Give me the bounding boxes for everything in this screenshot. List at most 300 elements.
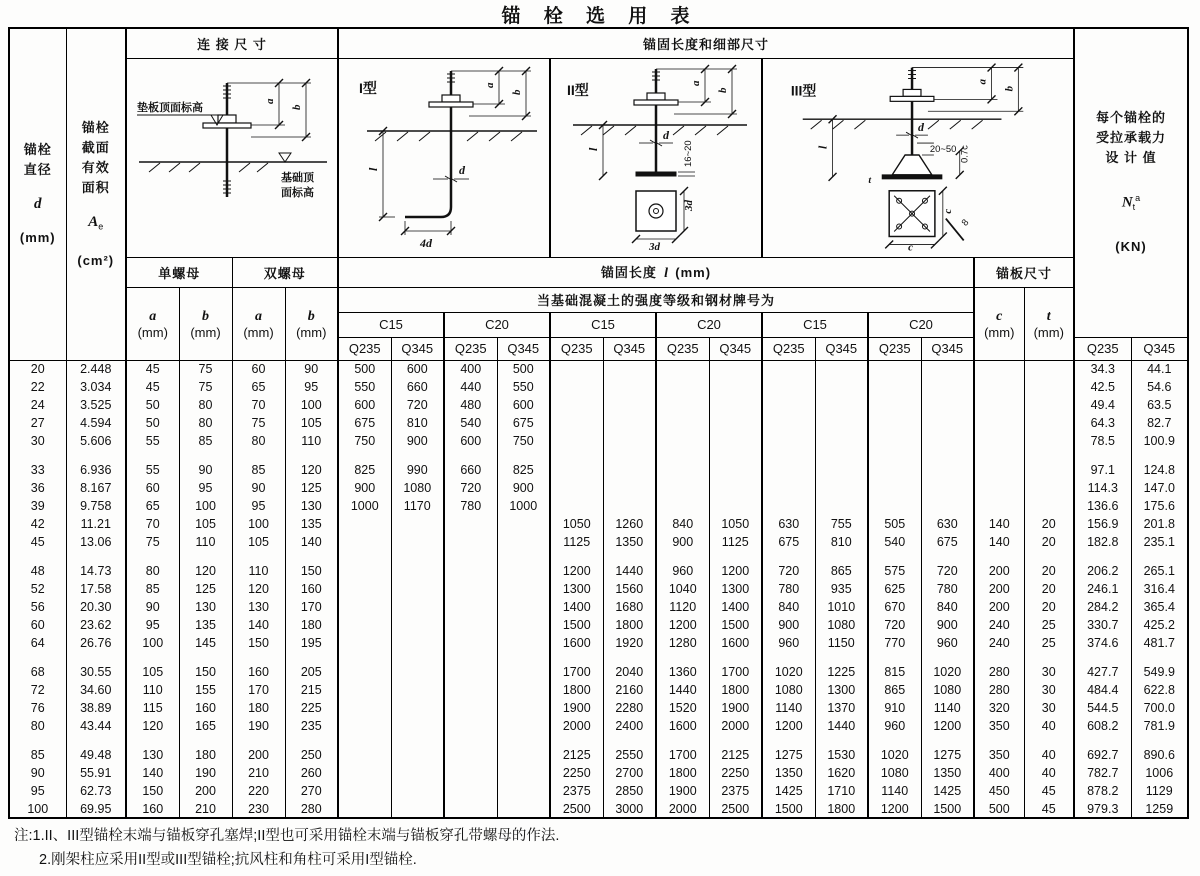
table-cell: 480: [444, 396, 497, 414]
table-cell: 114.3: [1074, 479, 1131, 497]
table-cell: [497, 800, 550, 818]
table-cell: [815, 735, 868, 746]
table-cell: 1600: [709, 634, 762, 652]
table-cell: 75: [232, 414, 285, 432]
table-cell: 780: [762, 580, 815, 598]
table-cell: [656, 652, 709, 663]
table-row: [9, 497, 1188, 515]
table-cell: [338, 746, 391, 764]
table-cell: [497, 551, 550, 562]
dim-a-label: a: [484, 82, 496, 88]
table-cell: 1225: [815, 663, 868, 681]
table-cell: 1120: [656, 598, 709, 616]
diagram-type-2: [550, 58, 762, 257]
table-cell: 20: [1024, 562, 1074, 580]
table-cell: 210: [179, 800, 232, 818]
table-cell: [391, 533, 444, 551]
table-cell: 1700: [709, 663, 762, 681]
foundation-top-level-label-1: 基础顶: [281, 171, 314, 184]
table-cell: [497, 746, 550, 764]
table-cell: 1920: [603, 634, 656, 652]
table-cell: 427.7: [1074, 663, 1131, 681]
table-cell: 130: [285, 497, 338, 515]
table-cell: 43.44: [66, 717, 126, 735]
table-cell: [762, 414, 815, 432]
table-cell: 600: [338, 396, 391, 414]
table-cell: 100: [27, 801, 49, 816]
header-steel-grade: Q235: [656, 337, 709, 360]
table-cell: 55: [126, 432, 179, 450]
table-cell: 100: [126, 634, 179, 652]
table-cell: 97.1: [1074, 461, 1131, 479]
table-cell: [1024, 378, 1074, 396]
table-cell: 720: [444, 479, 497, 497]
table-cell: 182.8: [1074, 533, 1131, 551]
table-cell: [550, 360, 603, 378]
table-cell: 45: [1024, 782, 1074, 800]
table-cell: [974, 735, 1024, 746]
table-cell: 1140: [868, 782, 921, 800]
table-cell: 45: [126, 378, 179, 396]
table-cell: [815, 497, 868, 515]
table-cell: [709, 551, 762, 562]
table-cell: 225: [285, 699, 338, 717]
table-row: [9, 616, 1188, 634]
table-cell: [338, 533, 391, 551]
table-cell: 25: [1024, 616, 1074, 634]
table-cell: [1074, 735, 1131, 746]
table-cell: [550, 735, 603, 746]
table-cell: 1040: [656, 580, 709, 598]
table-cell: 215: [285, 681, 338, 699]
table-cell: 1050: [550, 515, 603, 533]
table-cell: 1620: [815, 764, 868, 782]
table-cell: [391, 663, 444, 681]
table-cell: 5.606: [66, 432, 126, 450]
table-row: [9, 479, 1188, 497]
table-cell: [179, 450, 232, 461]
table-cell: 60: [232, 360, 285, 378]
table-cell: [709, 432, 762, 450]
note-2: 2.刚架柱应采用II型或III型锚栓;抗风柱和角柱可采用I型锚栓.: [39, 852, 417, 868]
table-cell: [338, 652, 391, 663]
table-cell: 675: [921, 533, 974, 551]
table-cell: [497, 533, 550, 551]
table-cell: 350: [974, 717, 1024, 735]
table-cell: 1300: [709, 580, 762, 598]
table-cell: [550, 450, 603, 461]
table-cell: [444, 551, 497, 562]
table-cell: [1074, 450, 1131, 461]
table-cell: [709, 396, 762, 414]
table-row: [9, 515, 1188, 533]
table-cell: 1500: [921, 800, 974, 818]
table-cell: 68: [30, 665, 45, 679]
table-cell: 1080: [921, 681, 974, 699]
table-cell: [815, 414, 868, 432]
table-cell: 160: [126, 800, 179, 818]
header-tension-capacity: 每个锚栓的 受拉承载力 设 计 值 $N_t^a$ (KN): [1074, 28, 1188, 337]
table-cell: 890.6: [1131, 746, 1188, 764]
table-cell: 240: [974, 616, 1024, 634]
table-cell: [444, 515, 497, 533]
table-cell: 2000: [550, 717, 603, 735]
table-cell: 1500: [762, 800, 815, 818]
table-cell: 2375: [709, 782, 762, 800]
table-cell: 1000: [338, 497, 391, 515]
table-cell: 90: [232, 479, 285, 497]
table-cell: 200: [179, 782, 232, 800]
table-cell: 175.6: [1131, 497, 1188, 515]
table-cell: [815, 450, 868, 461]
table-cell: [974, 497, 1024, 515]
table-cell: 20: [1024, 598, 1074, 616]
table-cell: 979.3: [1074, 800, 1131, 818]
table-cell: 120: [179, 562, 232, 580]
table-cell: 70: [232, 396, 285, 414]
table-cell: 1020: [921, 663, 974, 681]
table-cell: 878.2: [1074, 782, 1131, 800]
table-cell: 30: [1024, 699, 1074, 717]
table-cell: 1010: [815, 598, 868, 616]
table-row: [9, 580, 1188, 598]
table-cell: 481.7: [1131, 634, 1188, 652]
table-cell: 600: [444, 432, 497, 450]
table-cell: [1024, 396, 1074, 414]
table-cell: 140: [126, 764, 179, 782]
table-cell: [603, 396, 656, 414]
table-cell: 2250: [709, 764, 762, 782]
table-cell: [921, 414, 974, 432]
table-cell: 38.89: [66, 699, 126, 717]
notes: [14, 824, 559, 872]
header-steel-grade: Q345: [497, 337, 550, 360]
table-cell: 115: [126, 699, 179, 717]
table-cell: 180: [285, 616, 338, 634]
table-cell: 85: [232, 461, 285, 479]
table-cell: 80: [232, 432, 285, 450]
table-cell: 500: [338, 360, 391, 378]
table-cell: [391, 699, 444, 717]
header-single-nut: 单螺母: [126, 257, 232, 287]
table-cell: [391, 450, 444, 461]
table-cell: [444, 533, 497, 551]
table-cell: 2700: [603, 764, 656, 782]
dim-gap-label: 20~50: [929, 142, 957, 154]
table-cell: [1131, 450, 1188, 461]
dim-t-label: t: [868, 174, 872, 186]
table-cell: [444, 663, 497, 681]
table-cell: 150: [232, 634, 285, 652]
table-cell: [974, 461, 1024, 479]
header-concrete-grade: C15: [338, 312, 444, 337]
table-cell: [868, 652, 921, 663]
table-cell: [762, 360, 815, 378]
table-cell: 755: [815, 515, 868, 533]
table-cell: 124.8: [1131, 461, 1188, 479]
type3-title: III型: [790, 81, 817, 98]
table-cell: 95: [232, 497, 285, 515]
table-cell: 24: [30, 398, 45, 412]
table-cell: [444, 634, 497, 652]
table-cell: [921, 497, 974, 515]
table-cell: [338, 551, 391, 562]
table-cell: [338, 782, 391, 800]
header-steel-grade: Q235: [868, 337, 921, 360]
table-row: [9, 681, 1188, 699]
table-cell: 20: [1024, 533, 1074, 551]
table-cell: [497, 681, 550, 699]
table-cell: [762, 396, 815, 414]
table-cell: [974, 360, 1024, 378]
table-cell: [868, 378, 921, 396]
table-cell: [921, 652, 974, 663]
symbol-ae: $A_e$: [88, 213, 104, 232]
table-cell: [444, 782, 497, 800]
table-cell: [444, 652, 497, 663]
table-cell: 1425: [762, 782, 815, 800]
table-cell: 280: [974, 681, 1024, 699]
table-cell: 840: [921, 598, 974, 616]
table-cell: [603, 652, 656, 663]
table-cell: 2.448: [66, 360, 126, 378]
table-cell: [1024, 461, 1074, 479]
table-cell: 1350: [762, 764, 815, 782]
header-steel-grade: Q235: [762, 337, 815, 360]
table-cell: 4.594: [66, 414, 126, 432]
table-cell: [497, 598, 550, 616]
table-cell: 90: [126, 598, 179, 616]
table-cell: [391, 616, 444, 634]
table-cell: [9, 735, 66, 746]
header-t: t (mm): [1024, 287, 1074, 360]
table-cell: 780: [444, 497, 497, 515]
table-cell: [338, 699, 391, 717]
table-cell: 45: [1024, 800, 1074, 818]
table-cell: 1170: [391, 497, 444, 515]
table-cell: 40: [1024, 746, 1074, 764]
table-cell: 365.4: [1131, 598, 1188, 616]
dim-plan-height-label: c: [941, 208, 954, 214]
table-cell: [868, 735, 921, 746]
table-cell: [974, 432, 1024, 450]
header-a-double: a (mm): [232, 287, 285, 360]
table-cell: 40: [1024, 764, 1074, 782]
table-cell: 660: [391, 378, 444, 396]
table-cell: [974, 414, 1024, 432]
table-cell: 660: [444, 461, 497, 479]
table-cell: [9, 551, 66, 562]
table-cell: 630: [921, 515, 974, 533]
table-cell: 95: [30, 784, 45, 798]
type2-title: II型: [567, 81, 589, 98]
table-cell: 1600: [656, 717, 709, 735]
table-cell: 90: [30, 766, 45, 780]
table-cell: 13.06: [66, 533, 126, 551]
table-cell: 1900: [550, 699, 603, 717]
header-concrete-grade: C20: [868, 312, 974, 337]
table-cell: [338, 764, 391, 782]
table-cell: 1500: [709, 616, 762, 634]
table-cell: 100: [232, 515, 285, 533]
table-cell: 622.8: [1131, 681, 1188, 699]
table-cell: [9, 652, 66, 663]
table-cell: 190: [232, 717, 285, 735]
symbol-nt: $N_t^a$: [1121, 193, 1141, 213]
table-cell: 69.95: [66, 800, 126, 818]
table-cell: [762, 652, 815, 663]
table-cell: [391, 551, 444, 562]
table-cell: [285, 551, 338, 562]
table-cell: 120: [285, 461, 338, 479]
table-cell: 1800: [709, 681, 762, 699]
dim-b-label: b: [511, 89, 523, 95]
table-cell: [1024, 479, 1074, 497]
table-cell: 500: [974, 800, 1024, 818]
table-cell: 425.2: [1131, 616, 1188, 634]
table-row: [9, 764, 1188, 782]
table-cell: 2040: [603, 663, 656, 681]
table-cell: 1200: [709, 562, 762, 580]
table-row: [9, 717, 1188, 735]
header-concrete-grade: C15: [762, 312, 868, 337]
table-cell: 1200: [656, 616, 709, 634]
table-cell: 374.6: [1074, 634, 1131, 652]
table-cell: [391, 580, 444, 598]
table-cell: 135: [285, 515, 338, 533]
dim-b-label: b: [717, 87, 729, 93]
table-cell: [603, 479, 656, 497]
table-row: [9, 461, 1188, 479]
table-cell: 105: [126, 663, 179, 681]
table-cell: [1131, 551, 1188, 562]
table-cell: [444, 800, 497, 818]
table-cell: [603, 735, 656, 746]
table-cell: 180: [232, 699, 285, 717]
table-row: [9, 533, 1188, 551]
table-cell: 1400: [550, 598, 603, 616]
table-cell: 1900: [656, 782, 709, 800]
table-cell: 1080: [762, 681, 815, 699]
dim-cone-label: 0.7c: [958, 144, 970, 163]
table-cell: 600: [391, 360, 444, 378]
table-cell: 770: [868, 634, 921, 652]
table-cell: 75: [126, 533, 179, 551]
table-cell: [497, 782, 550, 800]
table-cell: 48: [30, 564, 45, 578]
table-cell: 130: [232, 598, 285, 616]
table-cell: [656, 450, 709, 461]
table-cell: 190: [179, 764, 232, 782]
dim-d-label: d: [663, 127, 669, 142]
table-cell: 11.21: [66, 515, 126, 533]
table-cell: [815, 396, 868, 414]
table-cell: 1129: [1131, 782, 1188, 800]
table-cell: [709, 450, 762, 461]
table-cell: 960: [868, 717, 921, 735]
table-cell: [762, 479, 815, 497]
table-cell: 865: [868, 681, 921, 699]
table-cell: [391, 735, 444, 746]
table-cell: 49.48: [66, 746, 126, 764]
table-cell: [497, 663, 550, 681]
diagram-type-3: [762, 58, 1074, 257]
table-cell: 65: [232, 378, 285, 396]
pad-top-level-label: 垫板顶面标高: [137, 101, 203, 114]
table-row: [9, 396, 1188, 414]
table-cell: 1080: [391, 479, 444, 497]
table-cell: 1560: [603, 580, 656, 598]
table-cell: 160: [285, 580, 338, 598]
table-cell: 140: [232, 616, 285, 634]
table-cell: [391, 717, 444, 735]
table-cell: 42: [30, 517, 45, 531]
table-row: [9, 432, 1188, 450]
table-cell: [444, 616, 497, 634]
table-cell: [815, 479, 868, 497]
table-cell: [1024, 735, 1074, 746]
table-cell: 72: [30, 683, 45, 697]
table-cell: 825: [338, 461, 391, 479]
table-cell: 40: [1024, 717, 1074, 735]
table-row: [9, 800, 1188, 818]
table-cell: [550, 551, 603, 562]
table-cell: 63.5: [1131, 396, 1188, 414]
table-cell: 220: [232, 782, 285, 800]
table-cell: 150: [126, 782, 179, 800]
table-cell: [338, 515, 391, 533]
dim-hook-label: 4d: [420, 235, 432, 250]
table-cell: [656, 396, 709, 414]
table-cell: 75: [179, 378, 232, 396]
table-cell: [974, 450, 1024, 461]
table-cell: 62.73: [66, 782, 126, 800]
table-cell: [868, 479, 921, 497]
table-row: [9, 663, 1188, 681]
table-cell: 125: [285, 479, 338, 497]
table-cell: 781.9: [1131, 717, 1188, 735]
header-connection-dims: 连 接 尺 寸: [126, 28, 338, 58]
table-cell: 484.4: [1074, 681, 1131, 699]
table-cell: [444, 598, 497, 616]
table-cell: 1275: [762, 746, 815, 764]
table-cell: [66, 450, 126, 461]
table-cell: 20: [1024, 515, 1074, 533]
table-cell: [338, 735, 391, 746]
table-cell: 1600: [550, 634, 603, 652]
table-cell: [656, 432, 709, 450]
table-cell: 200: [974, 598, 1024, 616]
table-cell: 140: [974, 515, 1024, 533]
table-cell: [815, 360, 868, 378]
dim-plan-height-label: 3d: [683, 199, 695, 211]
table-cell: 90: [179, 461, 232, 479]
table-cell: [603, 497, 656, 515]
table-cell: 20: [30, 362, 45, 377]
table-cell: 550: [497, 378, 550, 396]
table-cell: [868, 432, 921, 450]
anchor-bolt-table: [8, 27, 1189, 819]
table-cell: 720: [391, 396, 444, 414]
table-cell: [762, 551, 815, 562]
table-cell: 750: [497, 432, 550, 450]
table-cell: 505: [868, 515, 921, 533]
table-cell: 990: [391, 461, 444, 479]
table-cell: 130: [179, 598, 232, 616]
header-b-double: b (mm): [285, 287, 338, 360]
header-steel-grade: Q235: [444, 337, 497, 360]
table-cell: [656, 551, 709, 562]
